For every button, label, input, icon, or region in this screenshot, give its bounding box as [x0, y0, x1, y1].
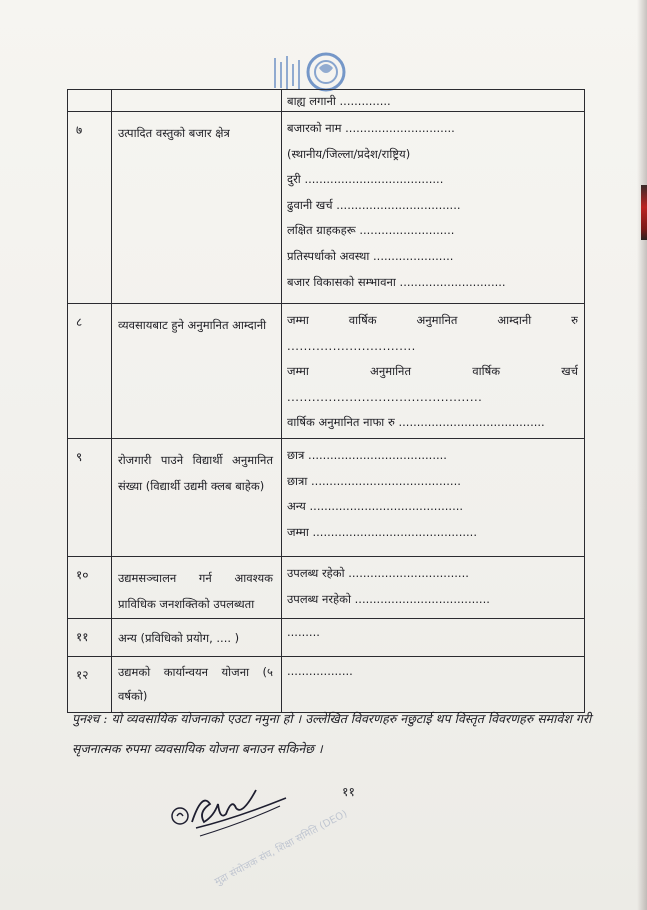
transport-cost-field: ढुवानी खर्च ..................................	[287, 197, 461, 212]
business-plan-table	[67, 89, 585, 713]
annual-expense-field: जम्मा अनुमानित वार्षिक खर्च	[287, 364, 578, 379]
details-cell	[282, 304, 585, 439]
serial-cell: ११	[68, 618, 112, 656]
description-cell: अन्य (प्रविधिको प्रयोग, .... )	[112, 618, 282, 656]
description-cell: रोजगारी पाउने विद्यार्थी अनुमानित संख्या (विद्यार्थी उद्यमी क्लब बाहेक)	[112, 438, 282, 556]
description-cell: उद्यमसञ्चालन गर्न आवश्यक प्राविधिक जनशक्तिको उपलब्धता	[112, 556, 282, 618]
adjacent-page-strip	[641, 185, 647, 240]
description-cell: उत्पादित वस्तुको बजार क्षेत्र	[112, 112, 282, 304]
market-potential-field: बजार विकासको सम्भावना .............................	[287, 274, 506, 289]
other-technology-field: .........	[287, 624, 320, 639]
table-row	[68, 438, 585, 556]
postscript-note: पुनश्च : यो व्यवसायिक योजनाको एउटा नमुना हो । उल्लेखित विवरणहरु नछुटाई थप विस्तृत विवरणहरु समावेश गरी सृजनात्मक रुपमा व्यवसायिक योजना बनाउन सकिनेछ ।	[72, 711, 592, 756]
annual-income-dots: ...............................	[287, 338, 416, 353]
serial-cell: १०	[68, 556, 112, 618]
table-row	[68, 618, 585, 656]
implementation-plan-field: ..................	[287, 663, 353, 678]
serial-cell	[68, 90, 112, 112]
table-row	[68, 90, 585, 112]
serial-cell: ९	[68, 438, 112, 556]
details-cell	[282, 556, 585, 618]
male-students-field: छात्र ......................................	[287, 447, 447, 462]
page-number: ११	[342, 784, 356, 799]
details-cell	[282, 438, 585, 556]
table-row	[68, 556, 585, 618]
annual-profit-field: वार्षिक अनुमानित नाफा रु ........................................	[287, 415, 545, 430]
details-cell	[282, 618, 585, 656]
serial-cell: ८	[68, 304, 112, 439]
serial-cell: ७	[68, 112, 112, 304]
other-students-field: अन्य ..........................................	[287, 499, 464, 514]
description-cell: उद्यमको कार्यान्वयन योजना (५ वर्षको)	[112, 656, 282, 712]
signature-stamp-icon	[170, 770, 370, 900]
table-row	[68, 304, 585, 439]
details-cell	[282, 90, 585, 112]
description-cell: व्यवसायबाट हुने अनुमानित आम्दानी	[112, 304, 282, 439]
svg-text:मुद्रा संयोजक संघ, शिक्षा समित: मुद्रा संयोजक संघ, शिक्षा समिति (DEO)	[213, 808, 350, 888]
female-students-field: छात्रा .........................................	[287, 473, 461, 488]
serial-cell: १२	[68, 656, 112, 712]
annual-expense-dots: ...............................................	[287, 389, 483, 404]
total-students-field: जम्मा .............................................	[287, 524, 477, 539]
table-row	[68, 112, 585, 304]
target-customers-field: लक्षित ग्राहकहरू ..........................	[287, 223, 455, 238]
competition-field: प्रतिस्पर्धाको अवस्था ......................	[287, 248, 454, 263]
unavailable-field: उपलब्ध नरहेको .....................................	[287, 591, 490, 606]
market-name-field: बजारको नाम ..............................	[287, 121, 455, 135]
distance-field: दुरी ......................................	[287, 172, 444, 187]
external-investment-field: बाह्य लगानी ..............	[287, 94, 391, 108]
page-edge-shadow	[637, 0, 647, 910]
annual-income-field: जम्मा वार्षिक अनुमानित आम्दानी रु	[287, 313, 578, 327]
description-cell	[112, 90, 282, 112]
details-cell	[282, 112, 585, 304]
available-field: उपलब्ध रहेको .................................	[287, 565, 469, 580]
market-scope-field: (स्थानीय/जिल्ला/प्रदेश/राष्ट्रिय)	[287, 146, 411, 161]
